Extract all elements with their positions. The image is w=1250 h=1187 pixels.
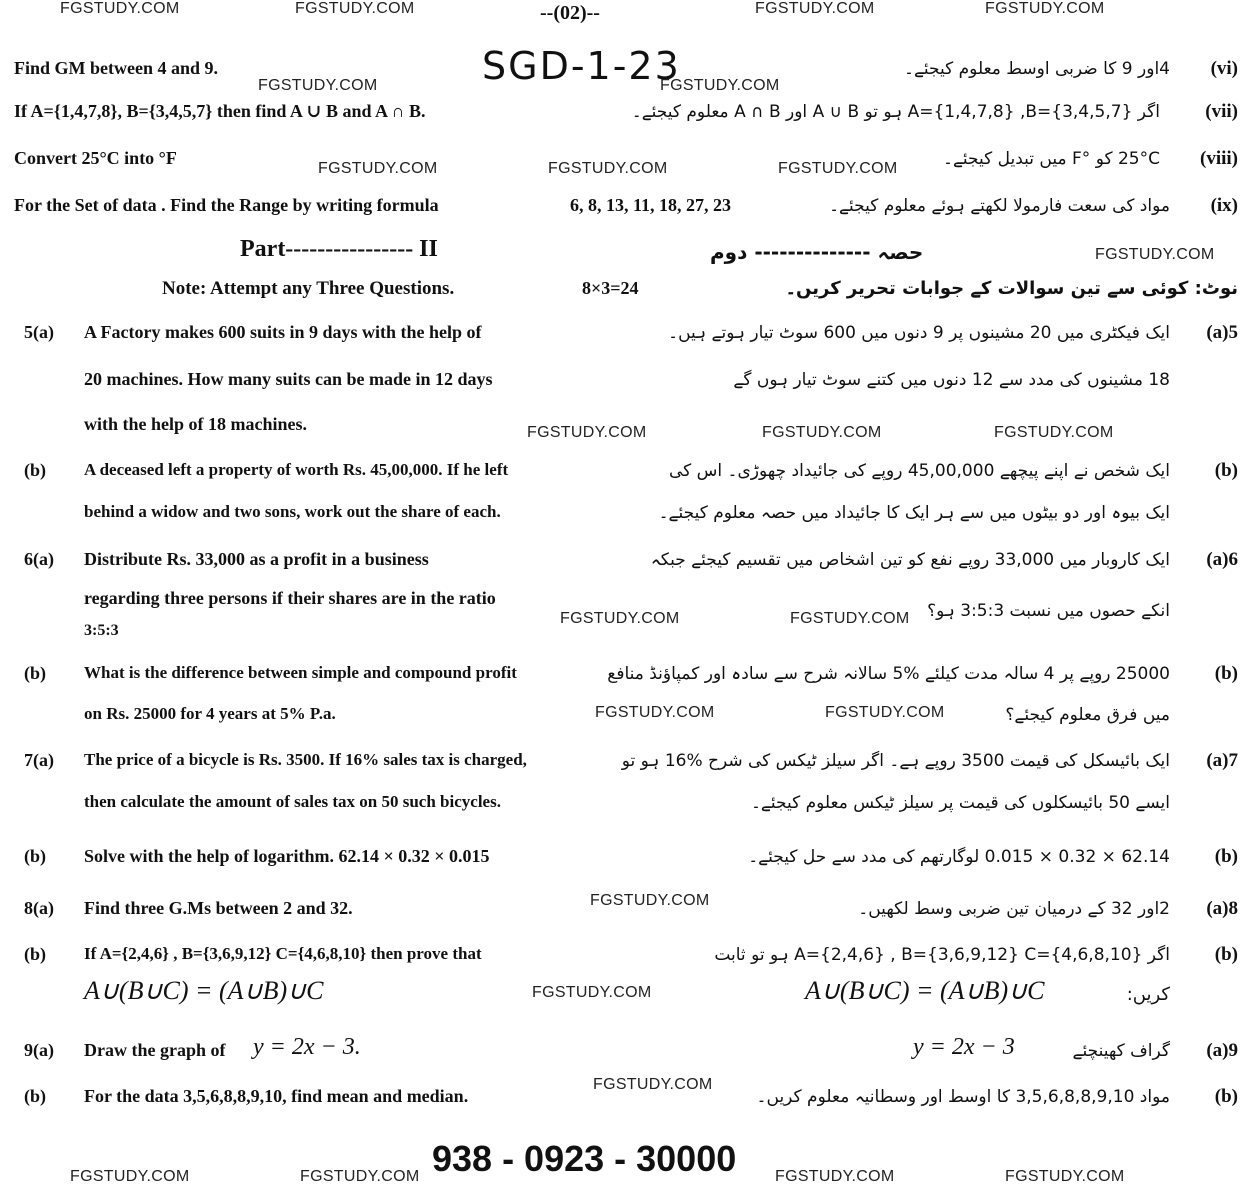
q6a-en-line2: regarding three persons if their shares are in the ratio xyxy=(84,588,496,608)
q5a-num-r: (a)5 xyxy=(1206,322,1238,343)
q-vii-ur: اگر A={1,4,7,8} ,B={3,4,5,7} ہو تو A ∪ B اور A ∩ B معلوم کیجئے۔ xyxy=(631,102,1160,122)
q-ix-ur: مواد کی سعت فارمولا لکھتے ہوئے معلوم کیجئے۔ xyxy=(829,196,1170,216)
q9b-num-r: (b) xyxy=(1214,1086,1238,1107)
q6b-ur-line2: میں فرق معلوم کیجئے؟ xyxy=(1005,705,1170,725)
q5a-num: 5(a) xyxy=(24,322,54,342)
q5a-ur-line2: 18 مشینوں کی مدد سے 12 دنوں میں کتنے سوٹ تیار ہوں گے xyxy=(733,370,1170,390)
q8b-formula-r: A∪(B∪C) = (A∪B)∪C xyxy=(805,976,1045,1005)
q5a-en-line2: 20 machines. How many suits can be made in 12 days xyxy=(84,369,493,389)
marks: 8×3=24 xyxy=(582,278,639,298)
page-marker: --(02)-- xyxy=(540,2,600,24)
q5a-en-line3: with the help of 18 machines. xyxy=(84,414,308,434)
q7b-num: (b) xyxy=(24,846,46,866)
watermark: FGSTUDY.COM xyxy=(60,0,180,17)
q5a-ur-line1: ایک فیکٹری میں 20 مشینوں پر 9 دنوں میں 600 سوٹ تیار ہوتے ہیں۔ xyxy=(668,323,1170,343)
watermark: FGSTUDY.COM xyxy=(560,610,680,627)
q-vi-en: Find GM between 4 and 9. xyxy=(14,58,219,78)
q8a-ur: 2اور 32 کے درمیان تین ضربی وسط لکھیں۔ xyxy=(858,899,1170,919)
watermark: FGSTUDY.COM xyxy=(994,424,1114,441)
q7b-ur: 62.14 × 0.32 × 0.015 لوگارتھم کی مدد سے حل کیجئے۔ xyxy=(748,847,1170,867)
watermark: FGSTUDY.COM xyxy=(527,424,647,441)
q-ix-en: For the Set of data . Find the Range by writing formula xyxy=(14,195,439,215)
watermark: FGSTUDY.COM xyxy=(1005,1168,1125,1185)
watermark: FGSTUDY.COM xyxy=(985,0,1105,17)
q8b-ur-tail: کریں: xyxy=(1126,984,1170,1005)
q5b-ur-line2: ایک بیوہ اور دو بیٹوں میں سے ہر ایک کا جائیداد میں حصہ معلوم کیجئے۔ xyxy=(658,503,1170,523)
q-viii-en: Convert 25°C into °F xyxy=(14,148,177,168)
watermark: FGSTUDY.COM xyxy=(300,1168,420,1185)
q8a-num-r: (a)8 xyxy=(1206,898,1238,919)
q6b-en-line1: What is the difference between simple and compound profit xyxy=(84,663,517,682)
q9a-formula-r: y = 2x − 3 xyxy=(913,1034,1015,1060)
watermark: FGSTUDY.COM xyxy=(1095,246,1215,263)
watermark: FGSTUDY.COM xyxy=(258,77,378,94)
q7a-ur-line1: ایک بائیسکل کی قیمت 3500 روپے ہے۔ اگر سیلز ٹیکس کی شرح %16 ہو تو xyxy=(621,751,1170,771)
q8b-formula: A∪(B∪C) = (A∪B)∪C xyxy=(84,976,324,1005)
q-vii-num: (vii) xyxy=(1205,101,1238,122)
watermark: FGSTUDY.COM xyxy=(593,1076,713,1093)
part-heading-ur: حصہ -------------- دوم xyxy=(710,240,924,264)
q6a-num: 6(a) xyxy=(24,549,54,569)
q6a-ur-line2: انکے حصوں میں نسبت 3:5:3 ہو؟ xyxy=(927,601,1170,621)
watermark: FGSTUDY.COM xyxy=(590,892,710,909)
watermark: FGSTUDY.COM xyxy=(318,160,438,177)
q5b-num: (b) xyxy=(24,460,46,480)
q-ix-num: (ix) xyxy=(1210,195,1238,216)
q7a-ur-line2: ایسے 50 بائیسکلوں کی قیمت پر سیلز ٹیکس معلوم کیجئے۔ xyxy=(750,793,1170,813)
q8b-en: If A={2,4,6} , B={3,6,9,12} C={4,6,8,10} then prove that xyxy=(84,944,482,963)
watermark: FGSTUDY.COM xyxy=(790,610,910,627)
q-vi-ur: 4اور 9 کا ضربی اوسط معلوم کیجئے۔ xyxy=(903,59,1170,79)
q8b-ur: اگر A={2,4,6} , B={3,6,9,12} C={4,6,8,10} ہو تو ثابت xyxy=(714,945,1170,965)
q8b-num: (b) xyxy=(24,944,46,964)
q6a-ur-line1: ایک کاروبار میں 33,000 روپے نفع کو تین اشخاص میں تقسیم کیجئے جبکہ xyxy=(650,550,1170,570)
q-ix-data: 6, 8, 13, 11, 18, 27, 23 xyxy=(570,195,732,215)
q5b-ur-line1: ایک شخص نے اپنے پیچھے 45,00,000 روپے کی جائیداد چھوڑی۔ اس کی xyxy=(668,461,1170,481)
watermark: FGSTUDY.COM xyxy=(295,0,415,17)
watermark: FGSTUDY.COM xyxy=(778,160,898,177)
q8a-en: Find three G.Ms between 2 and 32. xyxy=(84,898,353,918)
q9b-num: (b) xyxy=(24,1086,46,1106)
note-en: Note: Attempt any Three Questions. xyxy=(162,278,455,299)
q9b-en: For the data 3,5,6,8,8,9,10, find mean and median. xyxy=(84,1086,469,1106)
watermark: FGSTUDY.COM xyxy=(825,704,945,721)
handwritten-code: SGD-1-23 xyxy=(482,44,681,88)
q8a-num: 8(a) xyxy=(24,898,54,918)
q5b-en-line1: A deceased left a property of worth Rs. 45,00,000. If he left xyxy=(84,460,509,479)
q7a-num: 7(a) xyxy=(24,750,54,770)
q6a-num-r: (a)6 xyxy=(1206,549,1238,570)
q8b-num-r: (b) xyxy=(1214,944,1238,965)
q5a-en-line1: A Factory makes 600 suits in 9 days with the help of xyxy=(84,322,482,342)
q7b-num-r: (b) xyxy=(1214,846,1238,867)
q-viii-num: (viii) xyxy=(1200,148,1238,169)
q-vii-en: If A={1,4,7,8}, B={3,4,5,7} then find A ∪ B and A ∩ B. xyxy=(14,101,426,121)
q6b-ur-line1: 25000 روپے پر 4 سالہ مدت کیلئے %5 سالانہ شرح سے سادہ اور کمپاؤنڈ منافع xyxy=(607,664,1170,684)
q6b-num: (b) xyxy=(24,663,46,683)
watermark: FGSTUDY.COM xyxy=(548,160,668,177)
watermark: FGSTUDY.COM xyxy=(70,1168,190,1185)
part-heading-en: Part---------------- II xyxy=(240,236,438,262)
q5b-en-line2: behind a widow and two sons, work out the share of each. xyxy=(84,502,501,521)
q6b-en-line2: on Rs. 25000 for 4 years at 5% P.a. xyxy=(84,704,336,723)
q7a-en-line1: The price of a bicycle is Rs. 3500. If 16% sales tax is charged, xyxy=(84,750,527,769)
watermark: FGSTUDY.COM xyxy=(775,1168,895,1185)
watermark: FGSTUDY.COM xyxy=(660,77,780,94)
watermark: FGSTUDY.COM xyxy=(532,984,652,1001)
q9a-num: 9(a) xyxy=(24,1040,54,1060)
q9a-formula: y = 2x − 3. xyxy=(253,1034,361,1060)
footer-code: 938 - 0923 - 30000 xyxy=(432,1138,737,1179)
q9a-en: Draw the graph of xyxy=(84,1040,226,1060)
watermark: FGSTUDY.COM xyxy=(762,424,882,441)
q6a-en-line1: Distribute Rs. 33,000 as a profit in a business xyxy=(84,549,429,569)
watermark: FGSTUDY.COM xyxy=(755,0,875,17)
q9a-ur: گراف کھینچئے xyxy=(1072,1041,1170,1061)
note-ur: نوٹ: کوئی سے تین سوالات کے جوابات تحریر کریں۔ xyxy=(785,278,1238,299)
q9b-ur: مواد 3,5,6,8,8,9,10 کا اوسط اور وسطانیہ معلوم کریں۔ xyxy=(756,1087,1170,1107)
q-viii-ur: 25°C کو °F میں تبدیل کیجئے۔ xyxy=(942,149,1160,169)
q6a-en-line3: 3:5:3 xyxy=(84,622,119,639)
q6b-num-r: (b) xyxy=(1214,663,1238,684)
q7a-en-line2: then calculate the amount of sales tax on 50 such bicycles. xyxy=(84,792,501,811)
q7a-num-r: (a)7 xyxy=(1206,750,1238,771)
q7b-en: Solve with the help of logarithm. 62.14 × 0.32 × 0.015 xyxy=(84,846,490,866)
q-vi-num: (vi) xyxy=(1210,58,1238,79)
q9a-num-r: (a)9 xyxy=(1206,1040,1238,1061)
watermark: FGSTUDY.COM xyxy=(595,704,715,721)
q5b-num-r: (b) xyxy=(1214,460,1238,481)
